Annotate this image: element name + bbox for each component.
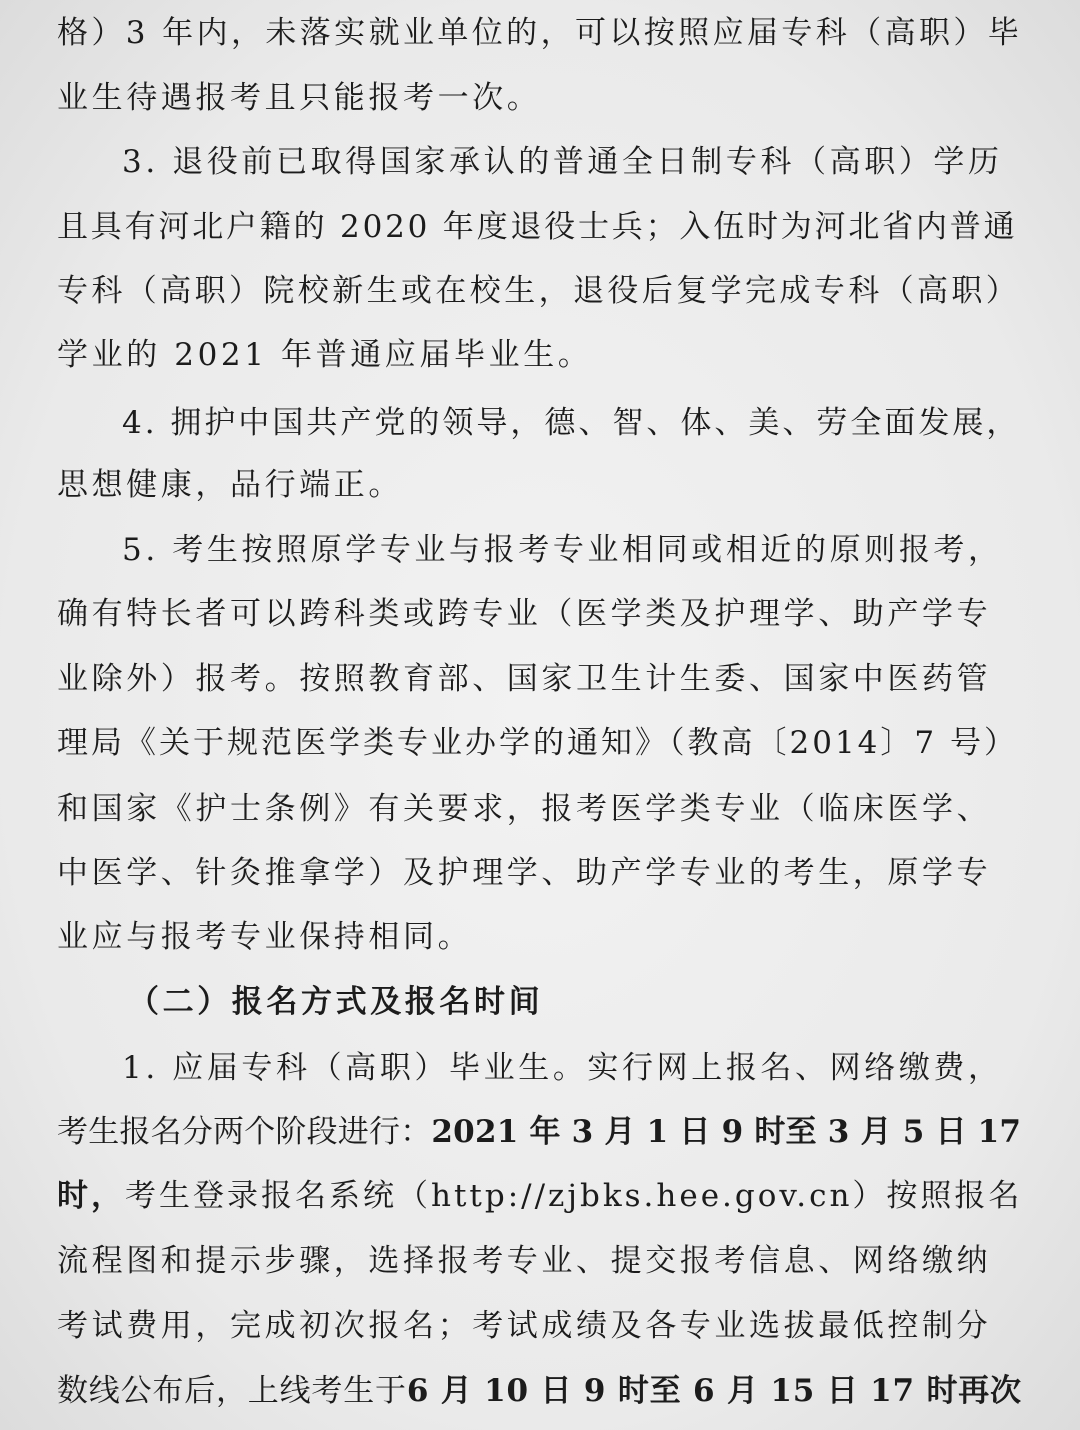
- text-segment: 考生登录报名系统（http://zjbks.hee.gov.cn）按照报名: [125, 1178, 1023, 1214]
- registration-period-1: 2021 年 3 月 1 日 9 时至 3 月 5 日 17: [431, 1114, 1022, 1150]
- text-line: 且具有河北户籍的 2020 年度退役士兵；入伍时为河北省内普通: [57, 209, 1018, 245]
- text-line: 格）3 年内，未落实就业单位的，可以按照应届专科（高职）毕: [57, 15, 1023, 51]
- text-line: 理局《关于规范医学类专业办学的通知》（教高〔2014〕7 号）: [57, 725, 1018, 761]
- section-heading: （二）报名方式及报名时间: [128, 984, 544, 1020]
- text-line: 业应与报考专业保持相同。: [57, 919, 473, 955]
- text-line: 3. 退役前已取得国家承认的普通全日制专科（高职）学历: [122, 144, 1003, 180]
- text-line: 中医学、针灸推拿学）及护理学、助产学专业的考生，原学专: [57, 855, 992, 891]
- text-segment: 考生报名分两个阶段进行：: [57, 1114, 432, 1150]
- text-line: 5. 考生按照原学专业与报考专业相同或相近的原则报考，: [122, 532, 1003, 568]
- text-line: 4. 拥护中国共产党的领导，德、智、体、美、劳全面发展，: [122, 405, 1021, 441]
- text-line: [57, 1166, 1023, 1226]
- text-line: [57, 1102, 1023, 1162]
- text-line: 思想健康，品行端正。: [57, 467, 403, 503]
- registration-period-2: 6 月 10 日 9 时至 6 月 15 日 17 时再次: [406, 1373, 1022, 1409]
- text-line: 确有特长者可以跨科类或跨专业（医学类及护理学、助产学专: [57, 596, 992, 632]
- text-line: 流程图和提示步骤，选择报考专业、提交报考信息、网络缴纳: [57, 1243, 992, 1279]
- text-line: 学业的 2021 年普通应届毕业生。: [57, 337, 593, 373]
- text-segment: 时，: [57, 1178, 125, 1214]
- text-segment: 数线公布后，上线考生于: [57, 1373, 407, 1409]
- text-line: 和国家《护士条例》有关要求，报考医学类专业（临床医学、: [57, 791, 992, 827]
- text-line: 专科（高职）院校新生或在校生，退役后复学完成专科（高职）: [57, 273, 1021, 309]
- text-line: 业除外）报考。按照教育部、国家卫生计生委、国家中医药管: [57, 661, 992, 697]
- text-line: 1. 应届专科（高职）毕业生。实行网上报名、网络缴费，: [122, 1050, 1003, 1086]
- text-line: 考试费用，完成初次报名；考试成绩及各专业选拔最低控制分: [57, 1308, 992, 1344]
- text-line: [57, 1361, 1023, 1421]
- text-line: 业生待遇报考且只能报考一次。: [57, 80, 542, 116]
